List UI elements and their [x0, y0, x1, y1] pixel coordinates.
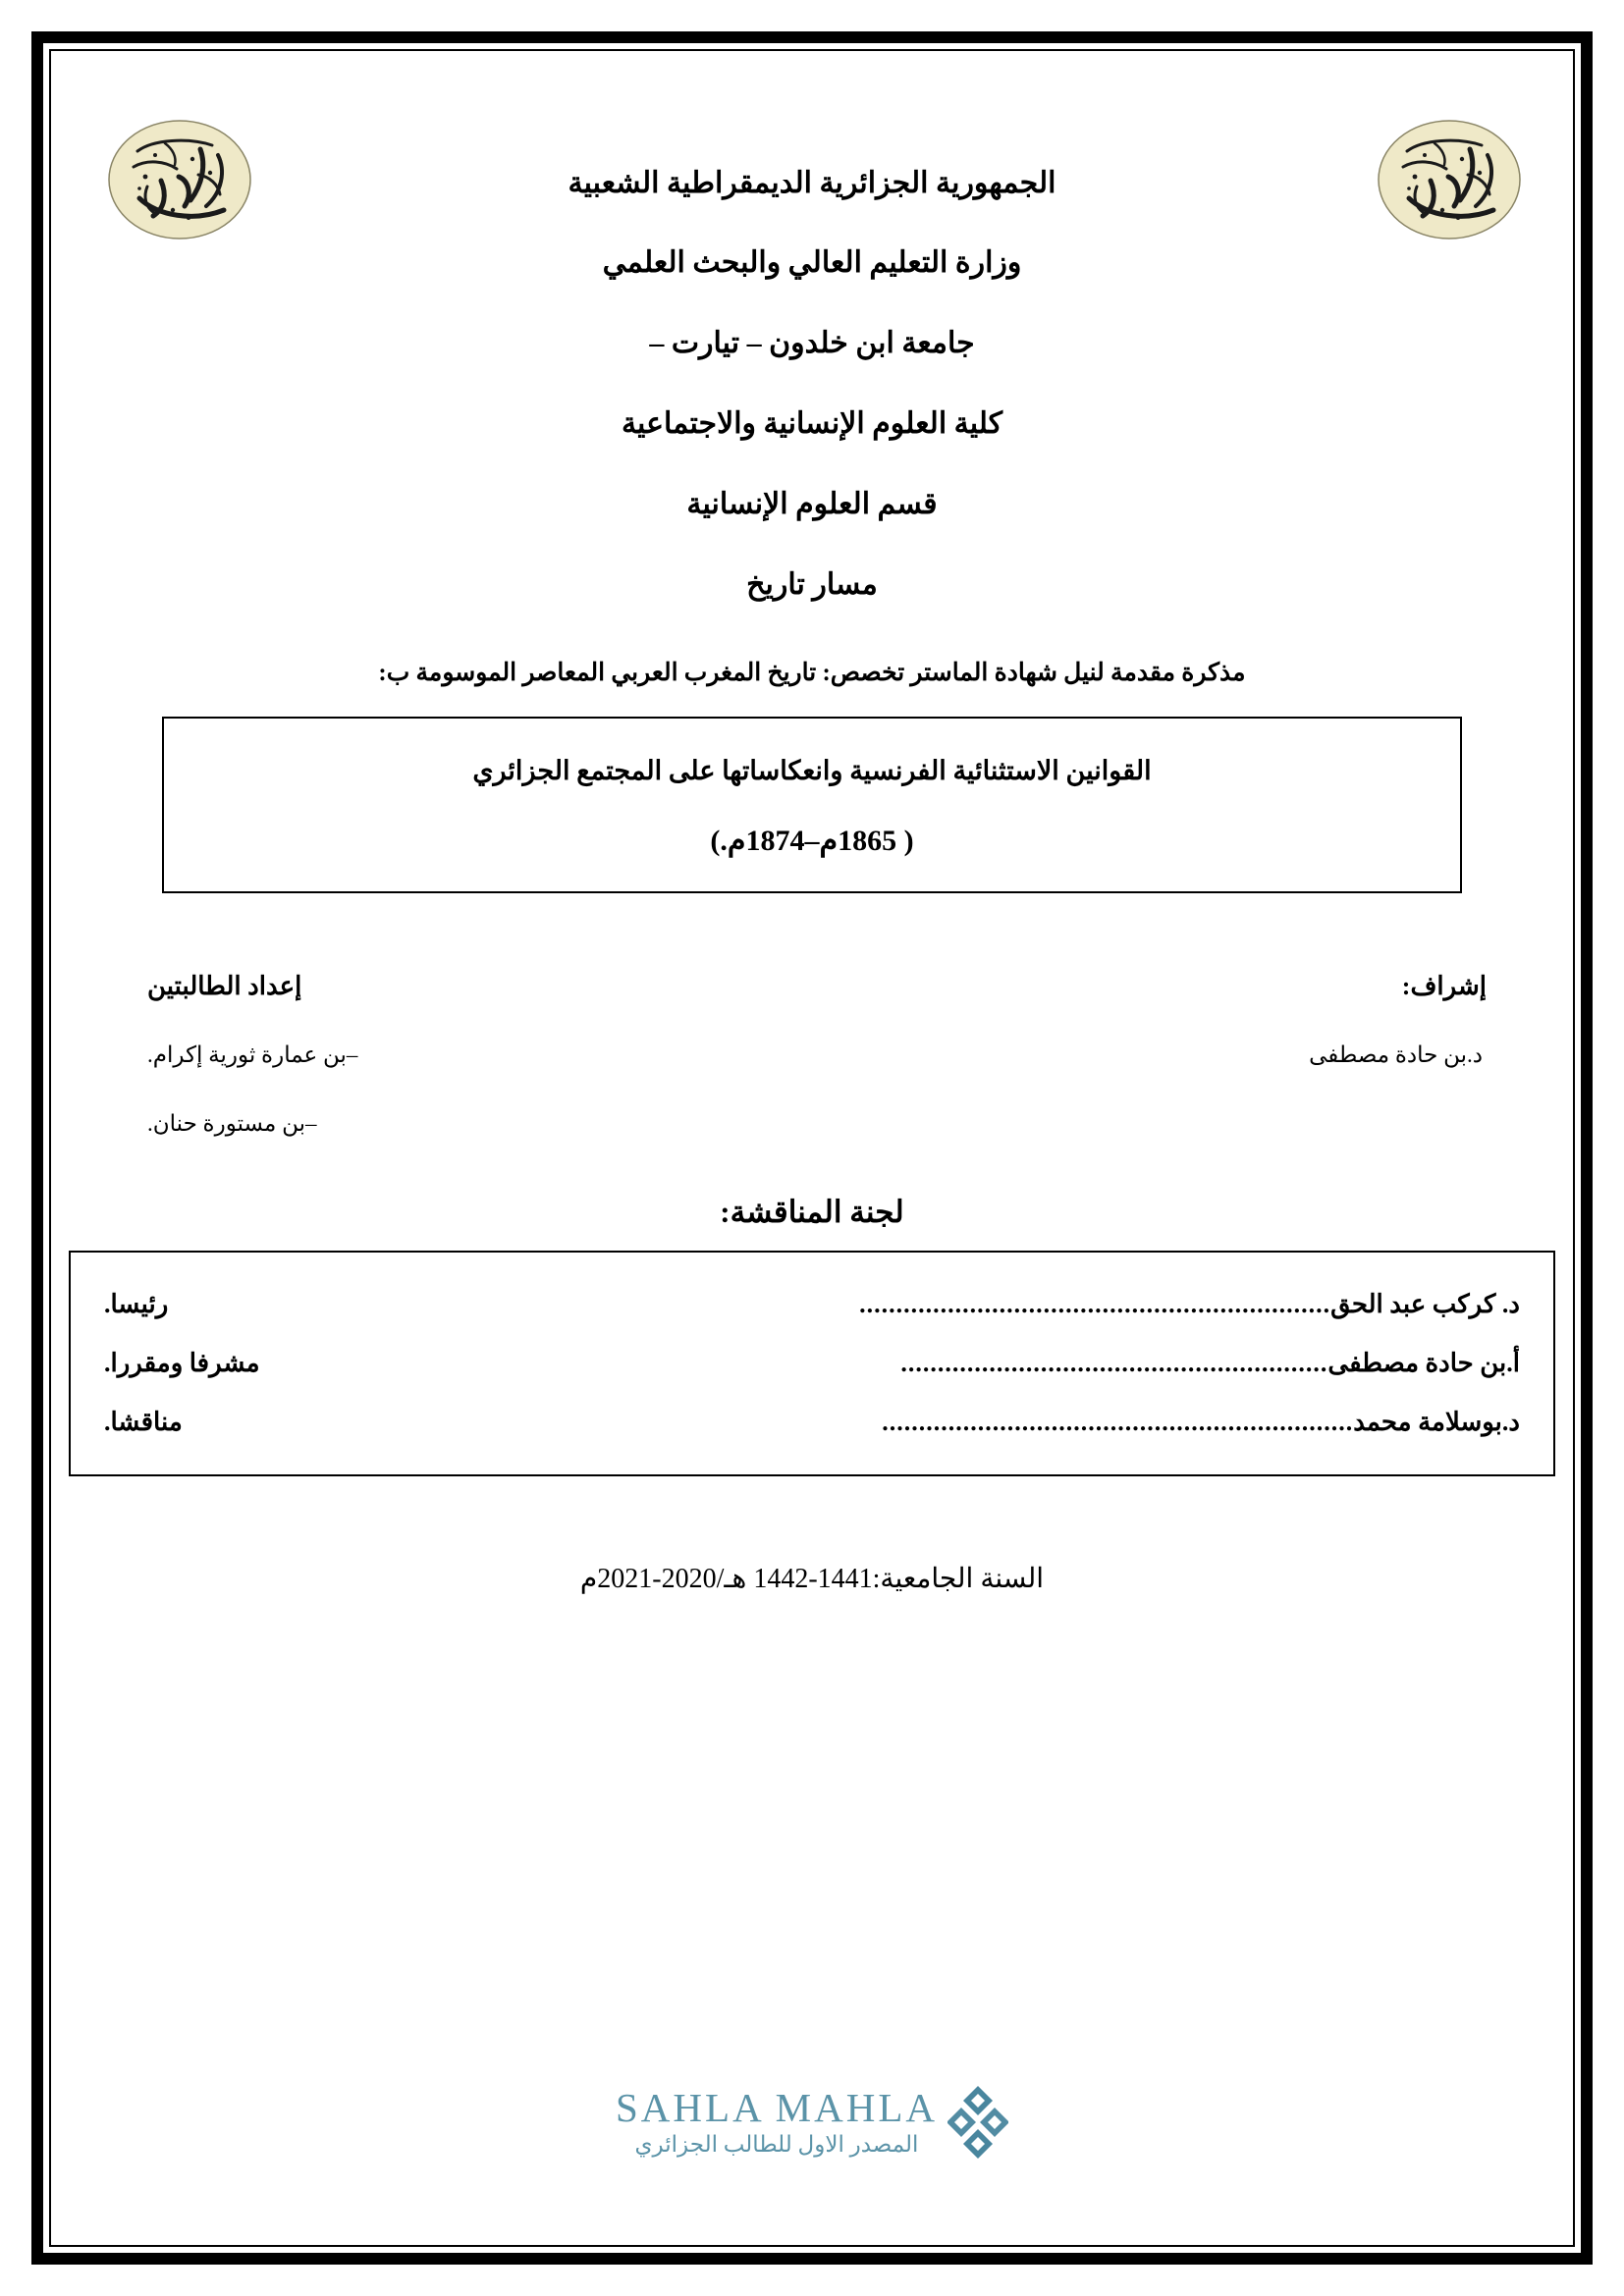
- thesis-title-years: ( 1865م–1874م.): [710, 825, 914, 858]
- jury-member-row: [104, 1290, 1520, 1319]
- jury-member-role: مشرفا ومقررا.: [104, 1349, 260, 1377]
- people-row-first: [147, 1042, 1496, 1068]
- jury-member-role: رئيسا.: [104, 1290, 169, 1318]
- watermark: [69, 2084, 1555, 2161]
- people-row-second: [147, 1111, 1496, 1137]
- header-faculty: كلية العلوم الإنسانية والاجتماعية: [621, 407, 1003, 440]
- jury-member-name: د. كركب عبد الحق: [1330, 1290, 1520, 1318]
- header-country: الجمهورية الجزائرية الديمقراطية الشعبية: [568, 167, 1056, 199]
- jury-box: [69, 1251, 1555, 1476]
- academic-year: السنة الجامعية:1441-1442 هـ/2020-2021م: [579, 1564, 1045, 1594]
- jury-dots: ................................................................: [882, 1408, 1354, 1436]
- header-ministry: وزارة التعليم العالي والبحث العلمي: [602, 246, 1022, 279]
- student-name-1: –بن عمارة ثورية إكرام.: [147, 1042, 358, 1067]
- page-content: [69, 65, 1555, 2231]
- thesis-statement: مذكرة مقدمة لنيل شهادة الماستر تخصص: تاريخ المغرب العربي المعاصر الموسومة ب:: [378, 660, 1246, 686]
- students-label: إعداد الطالبتين: [147, 972, 302, 1000]
- institution-header: [69, 167, 1555, 649]
- thesis-title: القوانين الاستثنائية الفرنسية وانعكاساتها على المجتمع الجزائري: [472, 756, 1152, 785]
- supervisor-name: د.بن حادة مصطفى: [1309, 1042, 1483, 1067]
- watermark-text: [616, 2084, 938, 2158]
- jury-member-row: [104, 1349, 1520, 1378]
- jury-member-row: [104, 1408, 1520, 1437]
- people-headings: [147, 972, 1496, 1001]
- jury-member-name: أ.بن حادة مصطفى: [1327, 1349, 1520, 1377]
- watermark-title: SAHLA MAHLA: [616, 2084, 938, 2130]
- header-track: مسار تاريخ: [746, 568, 878, 601]
- header-department: قسم العلوم الإنسانية: [686, 488, 938, 520]
- thesis-title-box: [162, 717, 1462, 893]
- supervisor-label: إشراف:: [1401, 972, 1487, 1000]
- header-university: جامعة ابن خلدون – تيارت –: [649, 327, 975, 359]
- jury-section-title: لجنة المناقشة:: [720, 1195, 904, 1229]
- jury-dots: ................................................................: [859, 1290, 1331, 1318]
- jury-member-name: د.بوسلامة محمد: [1353, 1408, 1520, 1436]
- sahla-mahla-logo-icon: [947, 2084, 1008, 2161]
- jury-dots: ..........................................................: [900, 1349, 1328, 1377]
- watermark-subtitle: المصدر الاول للطالب الجزائري: [634, 2131, 919, 2157]
- jury-member-role: مناقشا.: [104, 1408, 183, 1436]
- people-section: [147, 972, 1496, 1137]
- student-name-2: –بن مستورة حنان.: [147, 1111, 317, 1136]
